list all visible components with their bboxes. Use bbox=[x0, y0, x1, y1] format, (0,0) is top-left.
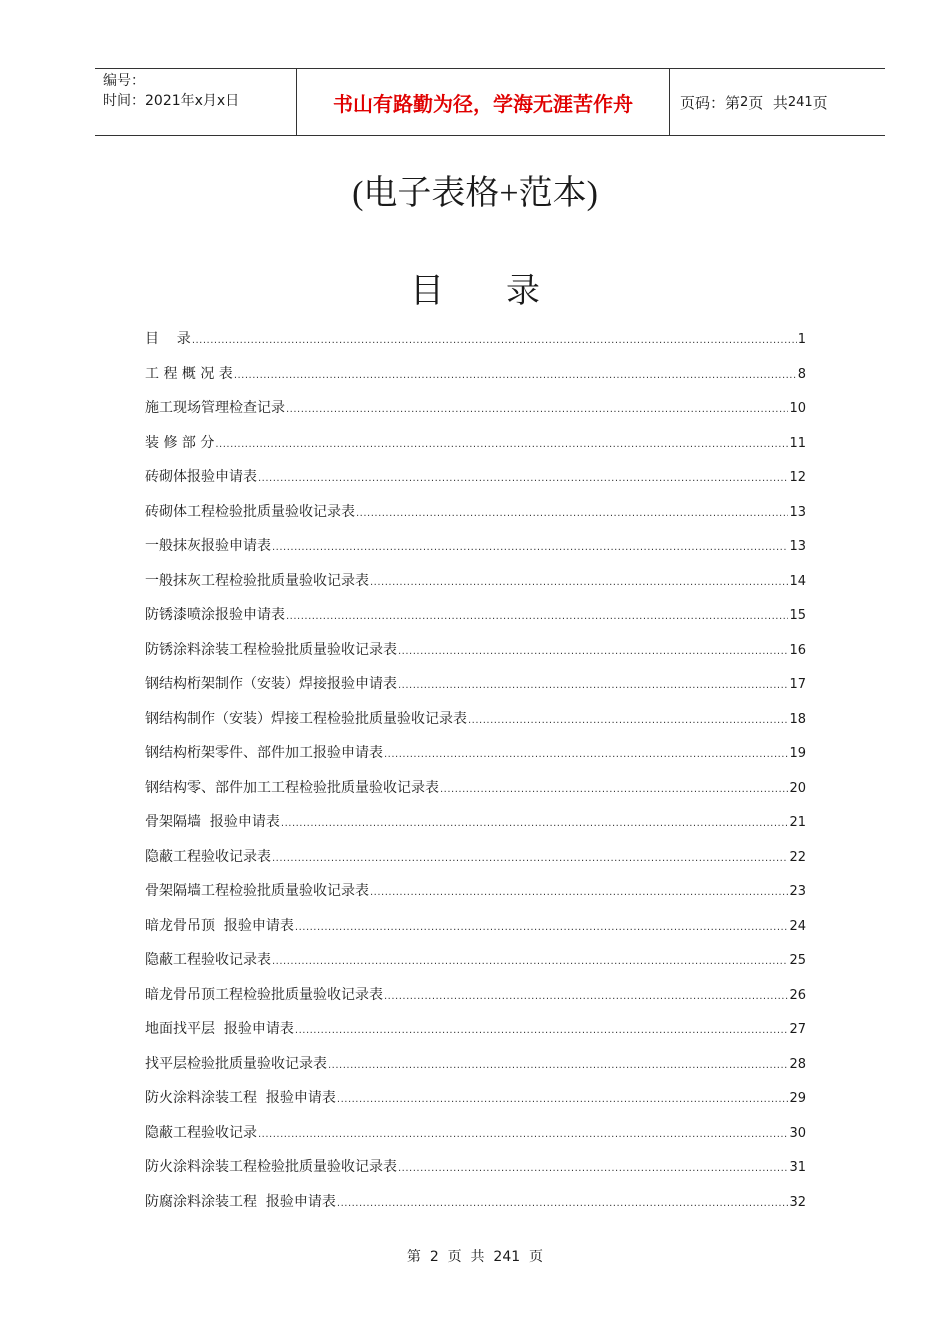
toc-entry[interactable] bbox=[145, 326, 806, 361]
toc-entry-page: 27 bbox=[789, 1022, 806, 1037]
toc-entry[interactable] bbox=[145, 361, 806, 396]
toc-entry[interactable] bbox=[145, 913, 806, 948]
toc-entry-page: 24 bbox=[789, 918, 806, 934]
toc-entry-page: 10 bbox=[789, 401, 806, 416]
toc-entry-label: 骨架隔墙 报验申请表 bbox=[145, 814, 280, 830]
toc-entry[interactable] bbox=[145, 740, 806, 775]
toc-entry[interactable] bbox=[145, 1016, 806, 1051]
page-prefix: 页码：第 bbox=[680, 93, 741, 112]
toc-entry-label: 钢结构制作（安装）焊接工程检验批质量验收记录表 bbox=[145, 710, 467, 727]
toc-entry[interactable] bbox=[145, 1189, 806, 1224]
toc-entry[interactable] bbox=[145, 775, 806, 810]
toc-heading bbox=[0, 268, 950, 316]
toc-leader-dots bbox=[281, 816, 789, 832]
toc-entry-label: 骨架隔墙工程检验批质量验收记录表 bbox=[145, 883, 369, 899]
toc-leader-dots bbox=[328, 1058, 788, 1074]
toc-entry-page: 8 bbox=[797, 366, 806, 382]
toc-entry-label: 一般抹灰报验申请表 bbox=[145, 538, 271, 554]
toc-entry-page: 31 bbox=[789, 1160, 806, 1175]
toc-entry-page: 12 bbox=[789, 470, 806, 485]
toc-entry-label: 砖砌体报验申请表 bbox=[145, 469, 257, 485]
toc-leader-dots bbox=[337, 1092, 789, 1108]
toc-entry-label: 防锈漆喷涂报验申请表 bbox=[145, 607, 285, 623]
toc-entry[interactable] bbox=[145, 395, 806, 430]
toc-heading-first: 目 bbox=[410, 273, 444, 310]
toc-leader-dots bbox=[384, 989, 788, 1005]
toc-leader-dots bbox=[286, 609, 788, 625]
toc-entry-page: 16 bbox=[789, 642, 806, 658]
toc-entry-label: 钢结构桁架制作（安装）焊接报验申请表 bbox=[145, 676, 397, 692]
toc-leader-dots bbox=[440, 782, 788, 798]
toc-entry[interactable] bbox=[145, 878, 806, 913]
toc-leader-dots bbox=[272, 851, 788, 867]
document-title: (电子表格+范本) bbox=[352, 175, 598, 212]
toc-entry-label: 找平层检验批质量验收记录表 bbox=[145, 1055, 327, 1072]
page-header bbox=[95, 68, 885, 136]
toc-entry-page: 14 bbox=[789, 573, 806, 589]
page-footer: 第 2 页 共 241 页 bbox=[406, 1249, 544, 1265]
toc-entry[interactable] bbox=[145, 947, 806, 982]
toc-entry[interactable] bbox=[145, 809, 806, 844]
toc-entry[interactable] bbox=[145, 637, 806, 672]
time-label: 时间：2021年x月x日 bbox=[103, 93, 240, 109]
toc-leader-dots bbox=[295, 920, 789, 936]
toc-entry-label: 防火涂料涂装工程检验批质量验收记录表 bbox=[145, 1159, 397, 1175]
toc-entry-page: 13 bbox=[789, 539, 806, 554]
toc-entry[interactable] bbox=[145, 844, 806, 879]
toc-entry[interactable] bbox=[145, 568, 806, 603]
toc-leader-dots bbox=[295, 1023, 789, 1039]
toc-entry-label: 钢结构桁架零件、部件加工报验申请表 bbox=[145, 745, 383, 761]
toc-entry-page: 17 bbox=[789, 677, 806, 692]
toc-entry-label: 装 修 部 分 bbox=[145, 434, 215, 451]
serial-label: 编号： bbox=[103, 73, 145, 89]
toc-leader-dots bbox=[468, 713, 788, 729]
toc-entry[interactable] bbox=[145, 982, 806, 1017]
page-suffix: 页 bbox=[812, 93, 828, 112]
toc-entry-label: 暗龙骨吊顶工程检验批质量验收记录表 bbox=[145, 986, 383, 1003]
toc-entry-label: 砖砌体工程检验批质量验收记录表 bbox=[145, 503, 355, 520]
toc-entry-page: 32 bbox=[789, 1194, 806, 1210]
toc-leader-dots bbox=[272, 540, 788, 556]
toc-entry[interactable] bbox=[145, 706, 806, 741]
toc-leader-dots bbox=[258, 1127, 788, 1143]
toc-leader-dots bbox=[192, 333, 797, 349]
header-motto: 书山有路勤为径，学海无涯苦作舟 bbox=[297, 69, 670, 135]
toc-entry-page: 25 bbox=[789, 953, 806, 968]
toc-entry-page: 26 bbox=[789, 987, 806, 1003]
toc-leader-dots bbox=[215, 437, 788, 453]
toc-entry-label: 工 程 概 况 表 bbox=[145, 365, 233, 382]
toc-leader-dots bbox=[286, 402, 788, 418]
toc-leader-dots bbox=[258, 471, 788, 487]
toc-entry-label: 隐蔽工程验收记录表 bbox=[145, 952, 271, 968]
toc-leader-dots bbox=[398, 644, 788, 660]
page-current: 2 bbox=[740, 94, 749, 110]
toc-leader-dots bbox=[234, 368, 797, 384]
toc-entry-label: 地面找平层 报验申请表 bbox=[145, 1021, 294, 1037]
toc-leader-dots bbox=[398, 1161, 788, 1177]
toc-leader-dots bbox=[337, 1196, 789, 1212]
toc-entry[interactable] bbox=[145, 602, 806, 637]
toc-entry[interactable] bbox=[145, 499, 806, 534]
toc-entry-page: 1 bbox=[797, 332, 806, 347]
toc-leader-dots bbox=[272, 954, 788, 970]
toc-entry-page: 28 bbox=[789, 1056, 806, 1072]
toc-entry-page: 29 bbox=[789, 1091, 806, 1106]
toc-entry-page: 23 bbox=[789, 884, 806, 899]
toc-entry[interactable] bbox=[145, 1154, 806, 1189]
toc-entry-page: 15 bbox=[789, 608, 806, 623]
toc-entry[interactable] bbox=[145, 533, 806, 568]
toc-entry-label: 防腐涂料涂装工程 报验申请表 bbox=[145, 1193, 336, 1210]
toc-entry[interactable] bbox=[145, 1051, 806, 1086]
toc-entry-label: 一般抹灰工程检验批质量验收记录表 bbox=[145, 572, 369, 589]
toc-entry-page: 18 bbox=[789, 711, 806, 727]
toc-leader-dots bbox=[370, 885, 788, 901]
toc-leader-dots bbox=[356, 506, 788, 522]
toc-entry[interactable] bbox=[145, 671, 806, 706]
toc-entry[interactable] bbox=[145, 1120, 806, 1155]
toc-entry[interactable] bbox=[145, 464, 806, 499]
toc-entry-label: 钢结构零、部件加工工程检验批质量验收记录表 bbox=[145, 779, 439, 796]
toc-leader-dots bbox=[398, 678, 788, 694]
toc-leader-dots bbox=[370, 575, 788, 591]
toc-entry-page: 30 bbox=[789, 1125, 806, 1141]
toc-entry-page: 22 bbox=[789, 849, 806, 865]
toc-entry-page: 21 bbox=[789, 815, 806, 830]
header-page-info bbox=[670, 69, 885, 135]
toc-entry-label: 暗龙骨吊顶 报验申请表 bbox=[145, 917, 294, 934]
table-of-contents bbox=[145, 326, 806, 1223]
toc-entry-page: 19 bbox=[789, 746, 806, 761]
toc-entry-label: 隐蔽工程验收记录表 bbox=[145, 848, 271, 865]
toc-entry-label: 隐蔽工程验收记录 bbox=[145, 1124, 257, 1141]
toc-entry-label: 防锈涂料涂装工程检验批质量验收记录表 bbox=[145, 641, 397, 658]
toc-entry-label: 目 录 bbox=[145, 331, 191, 347]
toc-entry-label: 防火涂料涂装工程 报验申请表 bbox=[145, 1090, 336, 1106]
toc-entry-page: 13 bbox=[789, 504, 806, 520]
toc-entry[interactable] bbox=[145, 430, 806, 465]
toc-entry-label: 施工现场管理检查记录 bbox=[145, 400, 285, 416]
toc-heading-second: 录 bbox=[506, 273, 540, 310]
page-total: 241 bbox=[787, 94, 813, 110]
toc-leader-dots bbox=[384, 747, 788, 763]
toc-entry-page: 11 bbox=[789, 435, 806, 451]
header-meta bbox=[95, 69, 297, 135]
toc-entry[interactable] bbox=[145, 1085, 806, 1120]
page-mid: 页 共 bbox=[748, 93, 788, 112]
toc-entry-page: 20 bbox=[789, 780, 806, 796]
